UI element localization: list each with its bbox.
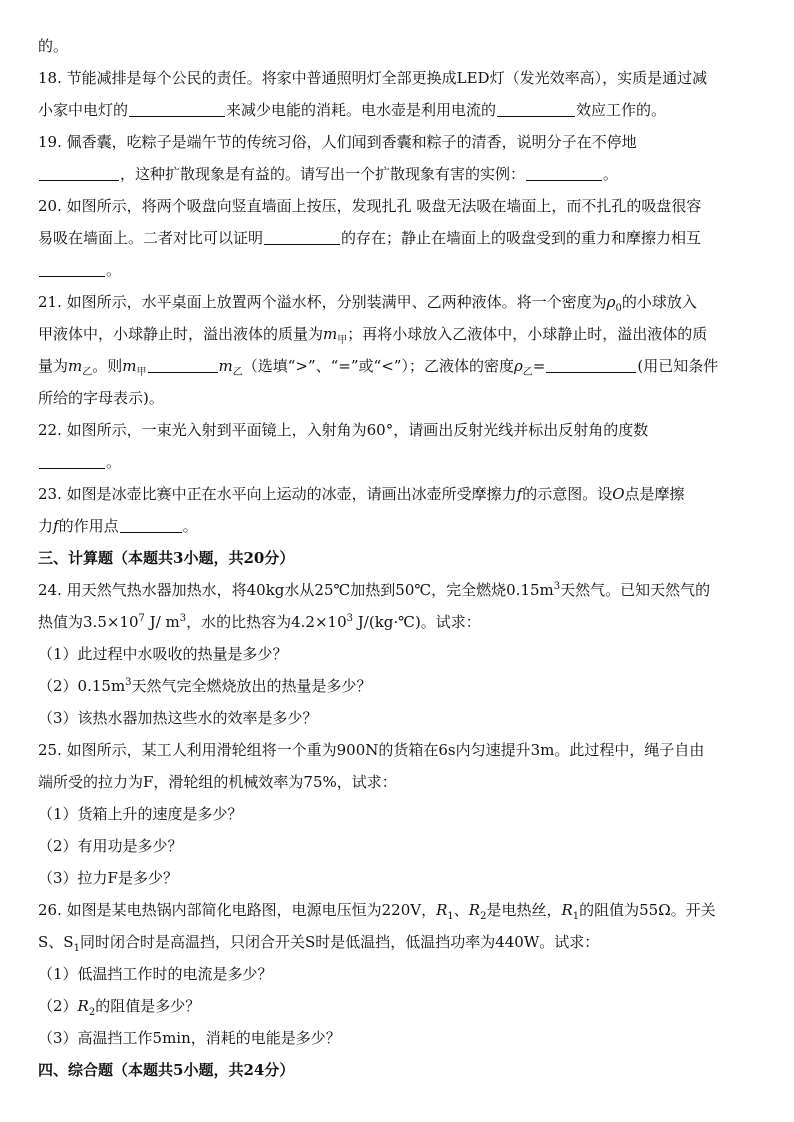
question-23-cont: 力f的作用点 。: [38, 517, 198, 535]
section-heading: 四、综合题（本题共5小题，共24分）: [38, 1061, 295, 1079]
question-25: 25. 如图所示，某工人利用滑轮组将一个重为900N的货箱在6s内匀速提升3m。此过程中，绳子自由: [38, 741, 705, 759]
sub-question: （1）此过程中水吸收的热量是多少？: [38, 645, 288, 663]
answer-blank[interactable]: [526, 164, 602, 181]
answer-blank[interactable]: [546, 356, 636, 373]
question-26: 26. 如图是某电热锅内部简化电路图，电源电压恒为220V，$R_1$、$R_2$是电热丝，$R_1$的阻值为55Ω。开关: [38, 901, 716, 922]
question-19-cont: ，这种扩散现象是有益的。请写出一个扩散现象有害的实例： 。: [38, 162, 758, 186]
section-heading: 三、计算题（本题共3小题，共20分）: [38, 549, 295, 567]
question-21-cont: 量为$m_乙$。则$m_甲$ $m_乙$（选填“>”、“=”或“<”）；乙液体的密度$\rho_乙=$ (用已知条件: [38, 357, 719, 378]
question-22-cont: 。: [38, 450, 758, 474]
question-18-cont: 小家中电灯的 来减少电能的消耗。电水壶是利用电流的 效应工作的。: [38, 101, 667, 119]
sub-question: （1）货箱上升的速度是多少？: [38, 805, 243, 823]
sub-question: （3）该热水器加热这些水的效率是多少？: [38, 709, 318, 727]
question-25-cont: 端所受的拉力为F，滑轮组的机械效率为75%，试求：: [38, 773, 397, 791]
sub-question: （1）低温挡工作时的电流是多少？: [38, 965, 273, 983]
answer-blank[interactable]: [264, 228, 340, 245]
question-21-cont: 甲液体中，小球静止时，溢出液体的质量为$m_甲$；再将小球放入乙液体中，小球静止时，溢出液体的质: [38, 325, 708, 346]
question-20-cont: 。: [38, 258, 758, 282]
question-18: 18. 节能减排是每个公民的责任。将家中普通照明灯全部更换成LED灯（发光效率高），实质是通过减: [38, 69, 708, 87]
answer-blank[interactable]: [39, 452, 105, 469]
sub-question: （3）高温挡工作5min，消耗的电能是多少？: [38, 1029, 341, 1047]
answer-blank[interactable]: [148, 356, 218, 373]
question-26-cont: S、$S_1$同时闭合时是高温挡，只闭合开关S时是低温挡，低温挡功率为440W。试求：: [38, 933, 600, 954]
question-21: 21. 如图所示，水平桌面上放置两个溢水杯，分别装满甲、乙两种液体。将一个密度为$\rho_0$的小球放入: [38, 293, 697, 314]
answer-blank[interactable]: [497, 100, 575, 117]
question-20-cont: 易吸在墙面上。二者对比可以证明 的存在；静止在墙面上的吸盘受到的重力和摩擦力相互: [38, 229, 702, 247]
question-19: 19. 佩香囊，吃粽子是端午节的传统习俗，人们闻到香囊和粽子的清香，说明分子在不停地: [38, 133, 637, 151]
sub-question: （2）有用功是多少？: [38, 837, 183, 855]
question-21-cont: 所给的字母表示)。: [38, 389, 164, 407]
sub-question: （3）拉力F是多少？: [38, 869, 178, 887]
answer-blank[interactable]: [129, 100, 225, 117]
text-line: 的。: [38, 37, 69, 55]
question-20: 20. 如图所示，将两个吸盘向竖直墙面上按压，发现扎孔 吸盘无法吸在墙面上，而不扎孔的吸盘很容: [38, 197, 702, 215]
answer-blank[interactable]: [39, 260, 105, 277]
sub-question: $(2)R_2$的阻值是多少？: [38, 997, 201, 1018]
answer-blank[interactable]: [39, 164, 119, 181]
answer-blank[interactable]: [120, 516, 182, 533]
question-23: 23. 如图是冰壶比赛中正在水平向上运动的冰壶，请画出冰壶所受摩擦力f的示意图。设O点是摩擦: [38, 485, 685, 503]
sub-question: $(2)0.15m^3$天然气完全燃烧放出的热量是多少？: [38, 677, 372, 695]
question-24: 24. 用天然气热水器加热水，将40kg水从25℃加热到50℃，完全燃烧$0.15m^3$天然气。已知天然气的: [38, 581, 711, 599]
question-24-cont: 热值为$3.5\times 10^7$ J/ $m^3$，水的比热容为$4.2\times 10^3$ J/(kg·℃)。试求：: [38, 613, 481, 631]
question-22: 22. 如图所示，一束光入射到平面镜上，入射角为60°，请画出反射光线并标出反射角的度数: [38, 421, 649, 439]
